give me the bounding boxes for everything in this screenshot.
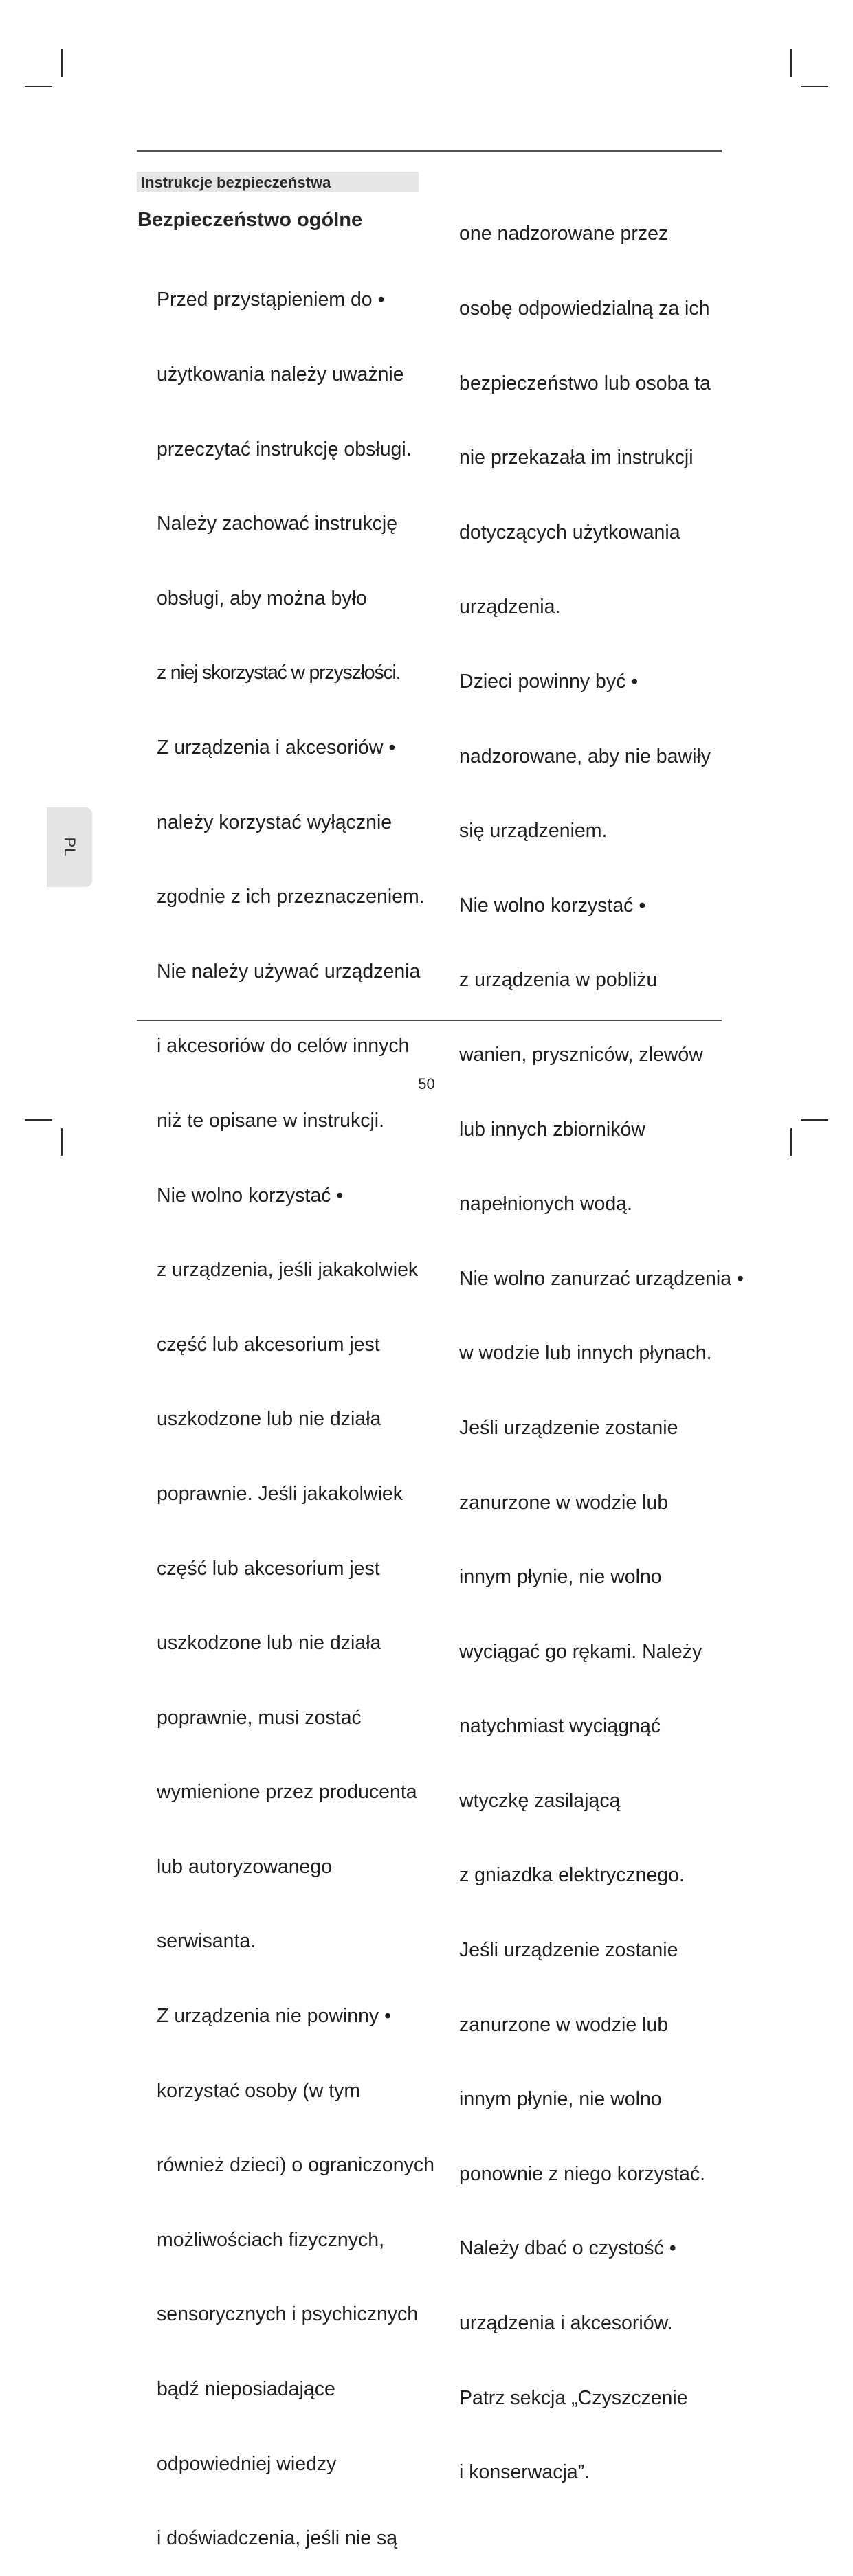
- text-line: ponownie z niego korzystać.: [459, 2162, 706, 2185]
- text-line: wanien, pryszniców, zlewów: [459, 1043, 703, 1066]
- text-line: innym płynie, nie wolno: [459, 1566, 662, 1589]
- text-line: zanurzone w wodzie lub: [459, 2013, 669, 2036]
- text-line: urządzenia.: [459, 596, 561, 618]
- crop-mark-top-left-horizontal: [25, 86, 52, 87]
- text-line: Nie wolno korzystać •: [157, 1184, 344, 1207]
- text-line: również dzieci) o ograniczonych: [157, 2154, 434, 2177]
- crop-mark-top-right-vertical: [790, 49, 792, 77]
- text-line: napełnionych wodą.: [459, 1193, 632, 1216]
- page-number: 50: [418, 1075, 435, 1093]
- top-rule: [137, 150, 722, 152]
- text-line: się urządzeniem.: [459, 820, 608, 842]
- text-line: poprawnie, musi zostać: [157, 1706, 362, 1729]
- left-column: [157, 238, 459, 2576]
- text-line: Z urządzenia i akcesoriów •: [157, 736, 396, 759]
- text-line: przeczytać instrukcję obsługi.: [157, 438, 412, 460]
- text-line: uszkodzone lub nie działa: [157, 1632, 381, 1655]
- language-tab: [47, 807, 92, 887]
- crop-mark-top-right-horizontal: [801, 86, 828, 87]
- text-line: dotyczących użytkowania: [459, 521, 680, 544]
- text-line: Nie wolno korzystać •: [459, 894, 646, 917]
- text-line: Przed przystąpieniem do •: [157, 289, 385, 311]
- text-line: Z urządzenia nie powinny •: [157, 2005, 392, 2028]
- text-line: i doświadczenia, jeśli nie są: [157, 2527, 398, 2550]
- text-line: urządzenia i akcesoriów.: [459, 2312, 673, 2335]
- text-line: bądź nieposiadające: [157, 2378, 335, 2401]
- text-line: z urządzenia w pobliżu: [459, 969, 658, 992]
- text-line: w wodzie lub innych płynach.: [459, 1342, 712, 1365]
- crop-mark-top-left-vertical: [61, 49, 63, 77]
- text-line: Jeśli urządzenie zostanie: [459, 1416, 678, 1439]
- text-line: serwisanta.: [157, 1930, 256, 1953]
- section-header: Instrukcje bezpieczeństwa: [137, 172, 419, 192]
- text-line: część lub akcesorium jest: [157, 1333, 380, 1356]
- crop-mark-bottom-right-horizontal: [801, 1119, 828, 1121]
- text-line: należy korzystać wyłącznie: [157, 811, 392, 833]
- text-line: użytkowania należy uważnie: [157, 363, 404, 385]
- text-line: Patrz sekcja „Czyszczenie: [459, 2386, 688, 2409]
- text-line: zgodnie z ich przeznaczeniem.: [157, 886, 425, 908]
- text-line: bezpieczeństwo lub osoba ta: [459, 372, 711, 394]
- text-line: Dzieci powinny być •: [459, 670, 639, 693]
- text-line: możliwościach fizycznych,: [157, 2228, 385, 2251]
- text-line: wtyczkę zasilającą: [459, 1789, 621, 1812]
- text-line: niż te opisane w instrukcji.: [157, 1109, 385, 1132]
- text-line: Jeśli urządzenie zostanie: [459, 1939, 678, 1962]
- text-line: one nadzorowane przez: [459, 223, 669, 245]
- text-line: Należy dbać o czystość •: [459, 2237, 676, 2260]
- text-line: wymienione przez producenta: [157, 1781, 417, 1804]
- text-line: nie przekazała im instrukcji: [459, 447, 694, 469]
- text-line: poprawnie. Jeśli jakakolwiek: [157, 1482, 403, 1505]
- text-line: Nie wolno zanurzać urządzenia •: [459, 1267, 744, 1290]
- text-line: wyciągać go rękami. Należy: [459, 1640, 702, 1663]
- text-line: innym płynie, nie wolno: [459, 2088, 662, 2111]
- text-line: lub autoryzowanego: [157, 1855, 333, 1878]
- crop-mark-bottom-left-vertical: [61, 1128, 63, 1156]
- text-line: nadzorowane, aby nie bawiły: [459, 745, 711, 768]
- text-line: i konserwacja”.: [459, 2461, 590, 2484]
- language-tab-label: PL: [61, 837, 78, 858]
- crop-mark-bottom-right-vertical: [790, 1128, 792, 1156]
- text-line: natychmiast wyciągnąć: [459, 1715, 661, 1738]
- right-column: [459, 172, 775, 2510]
- text-line: z niej skorzystać w przyszłości.: [157, 662, 401, 684]
- text-line: część lub akcesorium jest: [157, 1557, 380, 1580]
- crop-mark-bottom-left-horizontal: [25, 1119, 52, 1121]
- text-line: i akcesoriów do celów innych: [157, 1035, 410, 1057]
- text-line: osobę odpowiedzialną za ich: [459, 298, 710, 320]
- text-line: z urządzenia, jeśli jakakolwiek: [157, 1259, 419, 1281]
- text-line: z gniazdka elektrycznego.: [459, 1864, 685, 1887]
- text-line: Nie należy używać urządzenia: [157, 960, 421, 983]
- text-line: Należy zachować instrukcję: [157, 513, 398, 535]
- text-line: obsługi, aby można było: [157, 587, 367, 609]
- text-line: korzystać osoby (w tym: [157, 2079, 361, 2102]
- text-line: lub innych zbiorników: [459, 1118, 645, 1141]
- text-line: sensorycznych i psychicznych: [157, 2303, 419, 2326]
- text-line: odpowiedniej wiedzy: [157, 2452, 337, 2475]
- text-line: zanurzone w wodzie lub: [459, 1491, 669, 1514]
- subheading: Bezpieczeństwo ogólne: [137, 209, 363, 231]
- text-line: uszkodzone lub nie działa: [157, 1408, 381, 1431]
